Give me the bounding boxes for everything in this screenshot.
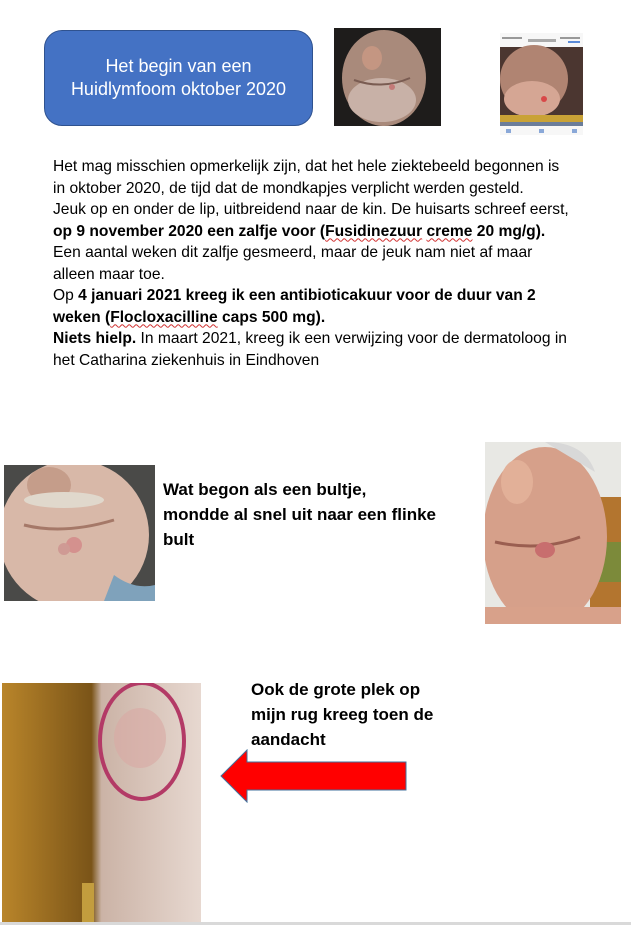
back-caption-line-1: Ook de grote plek op <box>251 680 421 699</box>
paragraph-2-tail: Een aantal weken dit zalfje gesmeerd, maar de jeuk nam niet af maar alleen maar toe. <box>53 244 533 283</box>
middle-left-face-photo <box>4 465 155 601</box>
spellcheck-word: Flocloxacilline <box>110 308 218 326</box>
middle-right-face-photo <box>485 442 621 624</box>
title-line-1: Het begin van een <box>105 56 252 76</box>
bump-caption <box>163 477 436 552</box>
title-box <box>44 30 313 126</box>
dosage-text: 20 mg/g). <box>472 222 546 240</box>
paragraph-3-bold <box>53 287 536 326</box>
bump-caption-line-3: bult <box>163 530 195 549</box>
antibiotic-text: 4 januari 2021 kreeg ik een antibioticakuur voor de duur van 2 weken ( <box>53 287 536 326</box>
paragraph-1: Het mag misschien opmerkelijk zijn, dat het hele ziektebeeld begonnen is in oktober 2020, de tijd dat de mondkapjes verplicht werden gesteld. <box>53 158 560 197</box>
body-text <box>53 156 573 371</box>
back-caption-line-2: mijn rug kreeg toen de <box>251 705 434 724</box>
title-line-2: Huidlymfoom oktober 2020 <box>70 79 287 99</box>
back-skin-photo <box>2 683 201 922</box>
paragraph-2-plain: Jeuk op en onder de lip, uitbreidend naar de kin. De huisarts schreef eerst, <box>53 201 569 218</box>
bump-caption-line-2: mondde al snel uit naar een flinke <box>163 505 437 524</box>
paragraph-4-bold: Niets hielp. <box>53 330 137 347</box>
paragraph-2-bold <box>53 223 545 240</box>
back-caption <box>251 677 433 752</box>
bump-caption-line-1: Wat begon als een bultje, <box>163 480 367 499</box>
red-left-arrow-icon <box>220 749 407 803</box>
dosage-text: caps 500 mg). <box>217 308 326 326</box>
paragraph-4-plain: In maart 2021, kreeg ik een verwijzing voor de dermatoloog in het Catharina ziekenhuis in Eindhoven <box>53 330 567 369</box>
top-face-photo <box>334 28 441 126</box>
back-caption-line-3: aandacht <box>251 730 326 749</box>
spellcheck-word: creme <box>426 222 473 240</box>
top-phone-screenshot <box>500 33 583 135</box>
paragraph-3-plain: Op <box>53 287 79 304</box>
prescription-text: op 9 november 2020 een zalfje voor ( <box>53 222 326 240</box>
spellcheck-word: Fusidinezuur <box>325 222 423 240</box>
